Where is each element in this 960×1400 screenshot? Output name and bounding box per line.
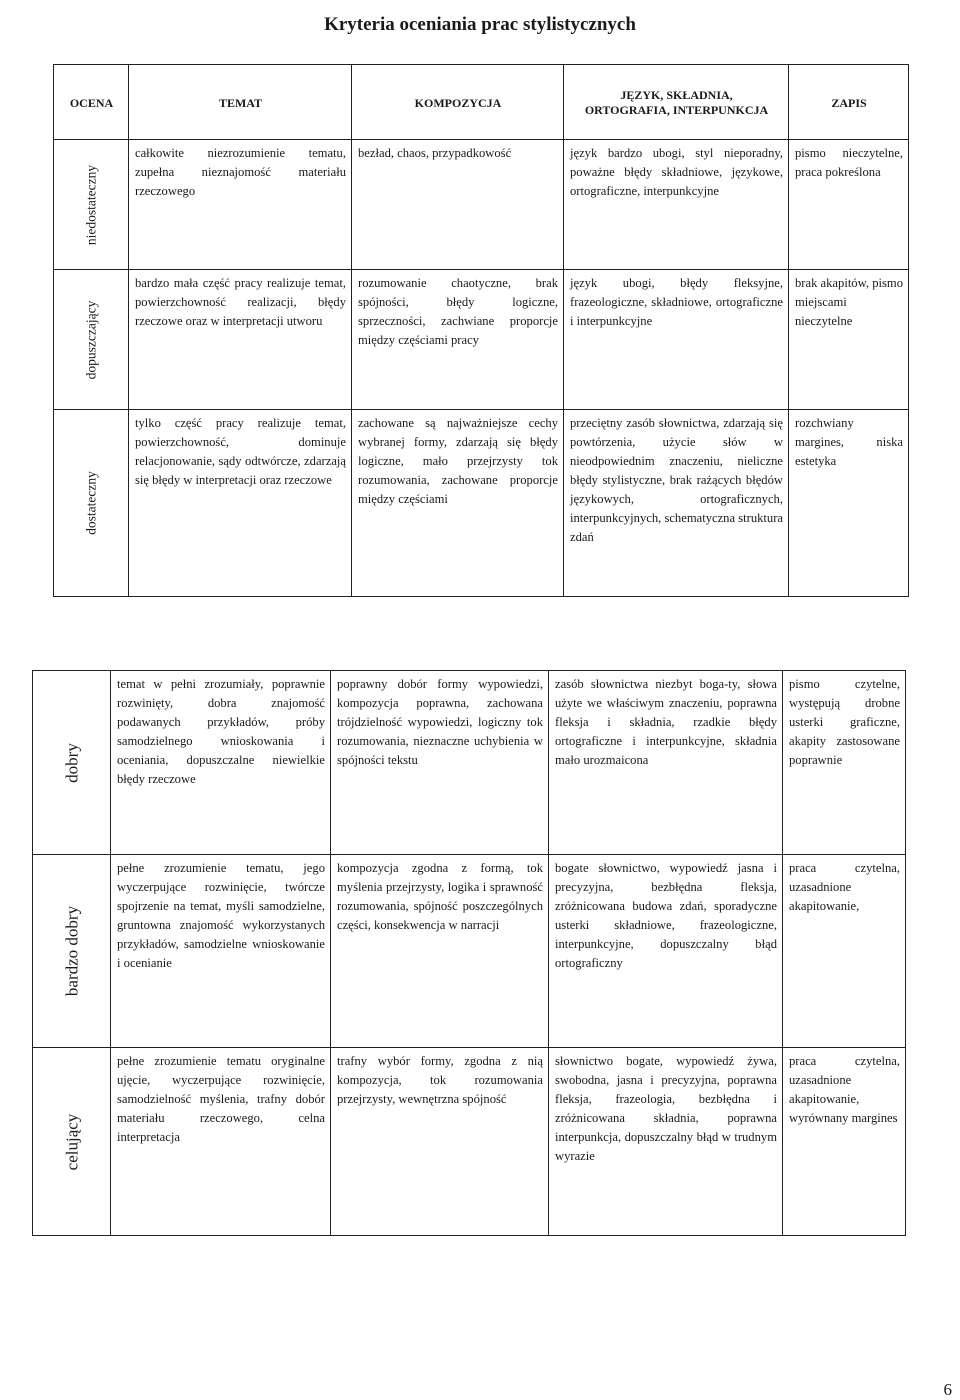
page-number: 6 xyxy=(943,1380,952,1399)
jezyk-cell: zasób słownictwa niezbyt boga-ty, słowa użyte we właściwym znaczeniu, poprawna fleksja i składnia, rzadkie błędy ortograficzne i interpunkcyjne, składnia mało urozmaicona xyxy=(549,671,783,855)
grade-label: niedostateczny xyxy=(83,164,99,245)
grade-cell xyxy=(54,270,129,410)
temat-cell: pełne zrozumienie tematu oryginalne ujęcie, wyczerpujące rozwinięcie, samodzielność myślenia, trafny dobór materiału rzeczowego, celna interpretacja xyxy=(111,1048,331,1236)
grade-cell xyxy=(33,855,111,1048)
kompozycja-cell: trafny wybór formy, zgodna z nią kompozycja, tok rozumowania przejrzysty, wewnętrzna spójność xyxy=(331,1048,549,1236)
jezyk-cell: bogate słownictwo, wypowiedź jasna i precyzyjna, bezbłędna fleksja, zróżnicowana budowa zdań, sporadyczne usterki składniowe, frazeologiczne, interpunkcyjne, dopuszczalny błąd ortograficzny xyxy=(549,855,783,1048)
zapis-cell: praca czytelna, uzasadnione akapitowanie, wyrównany margines xyxy=(783,1048,906,1236)
jezyk-cell: język bardzo ubogi, styl nieporadny, poważne błędy składniowe, językowe, ortograficzne, interpunkcyjne xyxy=(564,140,789,270)
table-header-row xyxy=(54,65,909,140)
zapis-cell: rozchwiany margines, niska estetyka xyxy=(789,410,909,597)
header-kompozycja: KOMPOZYCJA xyxy=(352,65,564,140)
temat-cell: pełne zrozumienie tematu, jego wyczerpujące rozwinięcie, twórcze spojrzenie na temat, myśli samodzielne, gruntowna znajomość wykorzystanych przykładów, samodzielne wnioskowanie i ocenianie xyxy=(111,855,331,1048)
kompozycja-cell: kompozycja zgodna z formą, tok myślenia przejrzysty, logika i sprawność rozumowania, spójność poszczególnych części, konsekwencja w narracji xyxy=(331,855,549,1048)
kompozycja-cell: bezład, chaos, przypadkowość xyxy=(352,140,564,270)
grade-cell xyxy=(54,410,129,597)
criteria-table-bottom xyxy=(32,670,906,1236)
zapis-cell: brak akapitów, pismo miejscami nieczytelne xyxy=(789,270,909,410)
kompozycja-cell: rozumowanie chaotyczne, brak spójności, błędy logiczne, sprzeczności, zachwiane proporcje między częściami pracy xyxy=(352,270,564,410)
temat-cell: tylko część pracy realizuje temat, powierzchowność, dominuje relacjonowanie, sądy odtwórcze, zdarzają się błędy w interpretacji oraz rzeczowe xyxy=(129,410,352,597)
header-ocena: OCENA xyxy=(54,65,129,140)
jezyk-cell: język ubogi, błędy fleksyjne, frazeologiczne, składniowe, ortograficzne i interpunkcyjne xyxy=(564,270,789,410)
jezyk-cell: przeciętny zasób słownictwa, zdarzają się powtórzenia, użycie słów w nieodpowiednim znaczeniu, nieliczne błędy stylistyczne, brak rażących błędów językowych, ortograficznych, interpunkcyjnych, schematyczna struktura zdań xyxy=(564,410,789,597)
grade-label: celujący xyxy=(62,1113,81,1170)
table-row xyxy=(33,671,906,855)
table-row xyxy=(33,855,906,1048)
zapis-cell: pismo nieczytelne, praca pokreślona xyxy=(789,140,909,270)
zapis-cell: praca czytelna, uzasadnione akapitowanie, xyxy=(783,855,906,1048)
grade-label: dobry xyxy=(62,742,81,783)
document-title: Kryteria oceniania prac stylistycznych xyxy=(324,14,636,35)
header-temat: TEMAT xyxy=(129,65,352,140)
table-row xyxy=(33,1048,906,1236)
grade-label: dopuszczający xyxy=(83,300,99,379)
temat-cell: całkowite niezrozumienie tematu, zupełna nieznajomość materiału rzeczowego xyxy=(129,140,352,270)
header-jezyk xyxy=(564,65,789,140)
kompozycja-cell: zachowane są najważniejsze cechy wybranej formy, zdarzają się błędy logiczne, mało przejrzysty tok rozumowania, zachowane proporcje między częściami xyxy=(352,410,564,597)
header-jezyk-line2: ORTOGRAFIA, INTERPUNKCJA xyxy=(584,103,769,117)
table-row xyxy=(54,410,909,597)
temat-cell: temat w pełni zrozumiały, poprawnie rozwinięty, dobra znajomość podawanych przykładów, próby samodzielnego wnioskowania i oceniania, dopuszczalne niewielkie błędy rzeczowe xyxy=(111,671,331,855)
grade-cell xyxy=(54,140,129,270)
grade-label: dostateczny xyxy=(83,471,99,535)
jezyk-cell: słownictwo bogate, wypowiedź żywa, swobodna, jasna i precyzyjna, poprawna fleksja, frazeologia, bezbłędna i zróżnicowana składnia, poprawna interpunkcja, dopuszczalny błąd w trudnym wyrazie xyxy=(549,1048,783,1236)
zapis-cell: pismo czytelne, występują drobne usterki graficzne, akapity zastosowane poprawnie xyxy=(783,671,906,855)
header-jezyk-line1: JĘZYK, SKŁADNIA, xyxy=(620,88,733,102)
header-zapis: ZAPIS xyxy=(789,65,909,140)
grade-cell xyxy=(33,1048,111,1236)
grade-label: bardzo dobry xyxy=(62,905,81,997)
table-row xyxy=(54,140,909,270)
table-row xyxy=(54,270,909,410)
temat-cell: bardzo mała część pracy realizuje temat, powierzchowność realizacji, błędy rzeczowe oraz w interpretacji utworu xyxy=(129,270,352,410)
grade-cell xyxy=(33,671,111,855)
criteria-table-top xyxy=(53,64,909,597)
kompozycja-cell: poprawny dobór formy wypowiedzi, kompozycja poprawna, zachowana trójdzielność wypowiedzi, logiczny tok rozumowania, nieznaczne uchybienia w spójności tekstu xyxy=(331,671,549,855)
